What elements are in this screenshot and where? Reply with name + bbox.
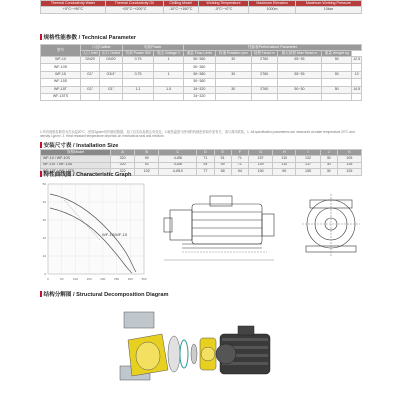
inst-cell: 71	[231, 156, 248, 163]
tech-cell: G1"	[100, 86, 123, 93]
inst-cell: 71	[231, 162, 248, 169]
tech-cell: 2760	[251, 86, 277, 93]
tech-cell: WF-15	[41, 71, 81, 78]
top-header-cell: Thermal Conductivity Oil	[105, 1, 163, 7]
tech-sub-header: 转速 Rotation rpm	[215, 51, 251, 57]
top-value-cell: 1000m	[249, 7, 295, 14]
inst-cell: 58	[214, 169, 231, 176]
accent-bar	[40, 171, 42, 177]
tech-cell	[154, 64, 184, 71]
inst-cell: 92	[135, 162, 159, 169]
accent-bar	[40, 142, 42, 148]
x-tick-label: 0	[47, 277, 49, 281]
inst-cell: 30	[320, 162, 337, 169]
curve-label: WF-10/WF-15	[102, 232, 128, 237]
inst-cell: 51	[214, 156, 231, 163]
tech-cell: WF-10S	[41, 64, 81, 71]
inst-cell: 90	[135, 156, 159, 163]
tech-sub-header: 功率 Power KW	[122, 51, 153, 57]
motor	[216, 326, 270, 374]
tech-sub-header: 出口 Outlet	[100, 51, 123, 57]
inst-cell: 77	[197, 169, 214, 176]
top-header-cell: Maximum Elevation	[249, 1, 295, 7]
top-value-cell: 10bar	[295, 7, 361, 14]
impeller	[168, 336, 180, 372]
x-tick-label: 350	[141, 277, 147, 281]
x-tick-label: 200	[100, 277, 106, 281]
tech-cell	[322, 93, 352, 100]
y-tick-label: 20	[42, 236, 46, 240]
inst-cell: 49	[214, 162, 231, 169]
pump-head-outline	[170, 210, 192, 240]
tech-cell	[277, 93, 321, 100]
pump-side-drawing	[162, 190, 292, 270]
seal-housing-yellow	[200, 338, 216, 370]
graph-title: 特性曲线图 / Characteristic Graph	[40, 170, 131, 178]
inst-header-cell: 规格Model	[41, 150, 111, 156]
inst-cell: 94	[197, 162, 214, 169]
tech-cell	[122, 93, 153, 100]
decomposition-diagram	[118, 300, 278, 400]
tech-cell: 50~380	[183, 64, 215, 71]
technical-table	[40, 44, 362, 101]
tech-cell	[154, 93, 184, 100]
tech-cell	[122, 79, 153, 86]
top-value-cell: -5°C~+0°C	[198, 7, 249, 14]
top-header-cell: Maximum Working Pressure	[295, 1, 361, 7]
inst-header-cell: E	[214, 150, 231, 156]
inst-cell: 155	[296, 169, 320, 176]
tech-cell	[322, 64, 352, 71]
inst-header-cell: I	[296, 150, 320, 156]
tech-sub-header: 电压 Voltage V	[154, 51, 184, 57]
tech-cell: 0.75	[122, 57, 153, 64]
tech-cell: 1	[154, 57, 184, 64]
table-row	[41, 86, 362, 93]
inst-cell: WF-15T / WF-15S	[41, 162, 111, 169]
top-header-cell: Thermal Conductivity Water	[41, 1, 106, 7]
characteristic-graph	[40, 180, 148, 286]
top-value-cell: +20°C~+200°C	[105, 7, 163, 14]
top-header-cell: Working Temperature	[198, 1, 249, 7]
tech-model-header: 型号	[41, 45, 81, 57]
x-tick-label: 150	[86, 277, 92, 281]
tech-cell: 30	[215, 57, 251, 64]
table-row	[41, 93, 362, 100]
tech-cell	[352, 93, 362, 100]
inst-cell: 30	[320, 156, 337, 163]
accent-bar	[40, 34, 42, 40]
inst-cell: 320	[111, 162, 135, 169]
tech-cell: 50	[322, 71, 352, 78]
motor-body-outline	[192, 204, 262, 244]
tech-cell: 0.75	[122, 71, 153, 78]
technical-title: 规格性能参数 / Technical Parameter	[40, 33, 136, 41]
inst-cell: 110	[273, 162, 296, 169]
graph-y-ticks	[43, 182, 47, 276]
tech-cell: 12.5	[352, 57, 362, 64]
tech-power-header: 电机Power	[122, 45, 183, 51]
tech-cell: WF-10	[41, 57, 81, 64]
tech-sub-header: 流量 Flow L/min	[183, 51, 215, 57]
y-tick-label: 10	[42, 254, 46, 258]
tech-cell	[122, 64, 153, 71]
tech-performance-header: 性能表Performance Parameter	[183, 45, 361, 51]
tech-cell: 1	[154, 71, 184, 78]
tech-cell	[81, 93, 100, 100]
x-tick-label: 300	[127, 277, 133, 281]
inst-header-cell: A	[111, 150, 135, 156]
pump-front-drawing	[298, 190, 364, 270]
y-tick-label: 30	[42, 218, 46, 222]
tech-cell	[251, 64, 277, 71]
tech-cell: 50~30	[277, 86, 321, 93]
tech-cell: 34~320	[183, 86, 215, 93]
tech-cell: 14.5	[352, 86, 362, 93]
inst-cell: 125	[337, 169, 361, 176]
inst-cell: 157	[249, 156, 273, 163]
top-value-cell: +5°C~+90°C	[41, 7, 106, 14]
tech-cell: 34~320	[183, 93, 215, 100]
inst-cell: 320	[111, 156, 135, 163]
tech-cell: DN20	[100, 57, 123, 64]
tech-cell	[215, 79, 251, 86]
tech-cell: DN20	[81, 57, 100, 64]
inst-header-cell: H	[273, 150, 296, 156]
inst-header-cell: B	[135, 150, 159, 156]
tech-cell	[277, 64, 321, 71]
x-tick-label: 250	[114, 277, 120, 281]
o-ring	[180, 340, 188, 368]
table-row	[41, 64, 362, 71]
inst-cell: 149	[249, 162, 273, 169]
pump-casing-yellow	[128, 334, 168, 376]
tech-cell	[81, 79, 100, 86]
top-header-cell: Chilling Model	[163, 1, 198, 7]
tech-cell: 55~35	[277, 71, 321, 78]
tech-cell	[154, 79, 184, 86]
top-value-cell: -10°C~+160°C	[163, 7, 198, 14]
tech-cell	[100, 64, 123, 71]
table-row	[41, 57, 362, 64]
inst-cell: 94	[231, 169, 248, 176]
graph-x-ticks	[47, 277, 147, 281]
inst-cell: 30	[320, 169, 337, 176]
inst-cell: 4-Ø10	[159, 169, 197, 176]
tech-cell: 50~380	[183, 71, 215, 78]
tech-cell: 2760	[251, 71, 277, 78]
tech-cell	[100, 79, 123, 86]
installation-title: 安装尺寸表 / Installation Size	[40, 141, 118, 149]
y-tick-label: 40	[42, 200, 46, 204]
inst-header-cell: F	[231, 150, 248, 156]
inst-cell: 135	[337, 162, 361, 169]
inst-header-cell: J	[320, 150, 337, 156]
fan-cover	[262, 214, 274, 236]
decomposition-title: 结构分解图 / Structural Decomposition Diagram	[40, 290, 168, 298]
inst-cell: 4-Ø8	[159, 156, 197, 163]
tech-cell	[251, 93, 277, 100]
terminal-box	[210, 196, 232, 206]
tech-cell: 50~380	[183, 79, 215, 86]
top-spec-table	[40, 0, 362, 14]
tech-sub-header: 扬程 Head m	[251, 51, 277, 57]
inst-cell: 132	[296, 156, 320, 163]
tech-cell	[215, 64, 251, 71]
tech-cell	[81, 64, 100, 71]
inst-header-cell: G	[249, 150, 273, 156]
tech-cell: 1.5	[154, 86, 184, 93]
inst-cell: 322	[111, 169, 135, 176]
inst-cell: 4-Ø8	[159, 162, 197, 169]
tech-sub-header: 重量 Weight kg	[322, 51, 352, 57]
tech-cell	[100, 93, 123, 100]
inlet-flange	[164, 218, 172, 232]
inst-cell: 90	[273, 169, 296, 176]
tech-cell: 30	[215, 86, 251, 93]
mechanical-seal	[191, 344, 197, 364]
technical-note: 1.所有规格参数均为在水温20°C、密度1g/cm³时的测试数据，加工后实际参数会有变化。2.耐热温度与使用的机械密封和介质有关，请与我司联系。1. All specification parameters are measured at water temperature 20°C and density 1g/cm³. 2. Heat resistant temperature depends on mechanical seal and medium.	[40, 130, 355, 139]
x-tick-label: 100	[72, 277, 78, 281]
tech-cell	[352, 64, 362, 71]
inst-header-cell: D	[197, 150, 214, 156]
y-tick-label: 50	[42, 182, 46, 186]
tech-cell: 13	[352, 71, 362, 78]
tech-cell: 50	[322, 57, 352, 64]
tech-cell: WF-15TS	[41, 93, 81, 100]
tech-cell	[277, 79, 321, 86]
accent-bar	[40, 291, 42, 297]
tech-cell: 2760	[251, 57, 277, 64]
inst-cell: 110	[273, 156, 296, 163]
tech-cell: WF-15T	[41, 86, 81, 93]
inst-cell: 102	[135, 169, 159, 176]
inst-cell: 105	[337, 156, 361, 163]
inst-cell: WF-15T / WF-15TS	[41, 169, 111, 176]
tech-sub-header: 入口 Inlet	[81, 51, 100, 57]
tech-cell: WF-15S	[41, 79, 81, 86]
inst-cell: 137	[296, 162, 320, 169]
inst-header-cell: C	[159, 150, 197, 156]
table-row	[41, 71, 362, 78]
inst-cell: 71	[197, 156, 214, 163]
tech-sub-header: 最大扬程 Max Head m	[277, 51, 321, 57]
tech-cell: 1.1	[122, 86, 153, 93]
tech-cell: G3/4"	[100, 71, 123, 78]
x-tick-label: 50	[60, 277, 64, 281]
tech-cell: 30	[215, 71, 251, 78]
tech-cell	[215, 93, 251, 100]
inst-cell: 150	[249, 169, 273, 176]
tech-cell	[352, 79, 362, 86]
y-tick-label: 0	[44, 272, 46, 276]
tech-caliber-header: 口径Caliber	[81, 45, 123, 51]
tech-cell: G1"	[81, 86, 100, 93]
tech-cell: G1"	[81, 71, 100, 78]
inst-header-cell: K	[337, 150, 361, 156]
tech-cell	[251, 79, 277, 86]
tech-cell: 50~380	[183, 57, 215, 64]
tech-cell: 55~35	[277, 57, 321, 64]
tech-cell	[322, 79, 352, 86]
tech-cell: 50	[322, 86, 352, 93]
inst-cell: WF-10 / WF-10S	[41, 156, 111, 163]
table-row	[41, 79, 362, 86]
